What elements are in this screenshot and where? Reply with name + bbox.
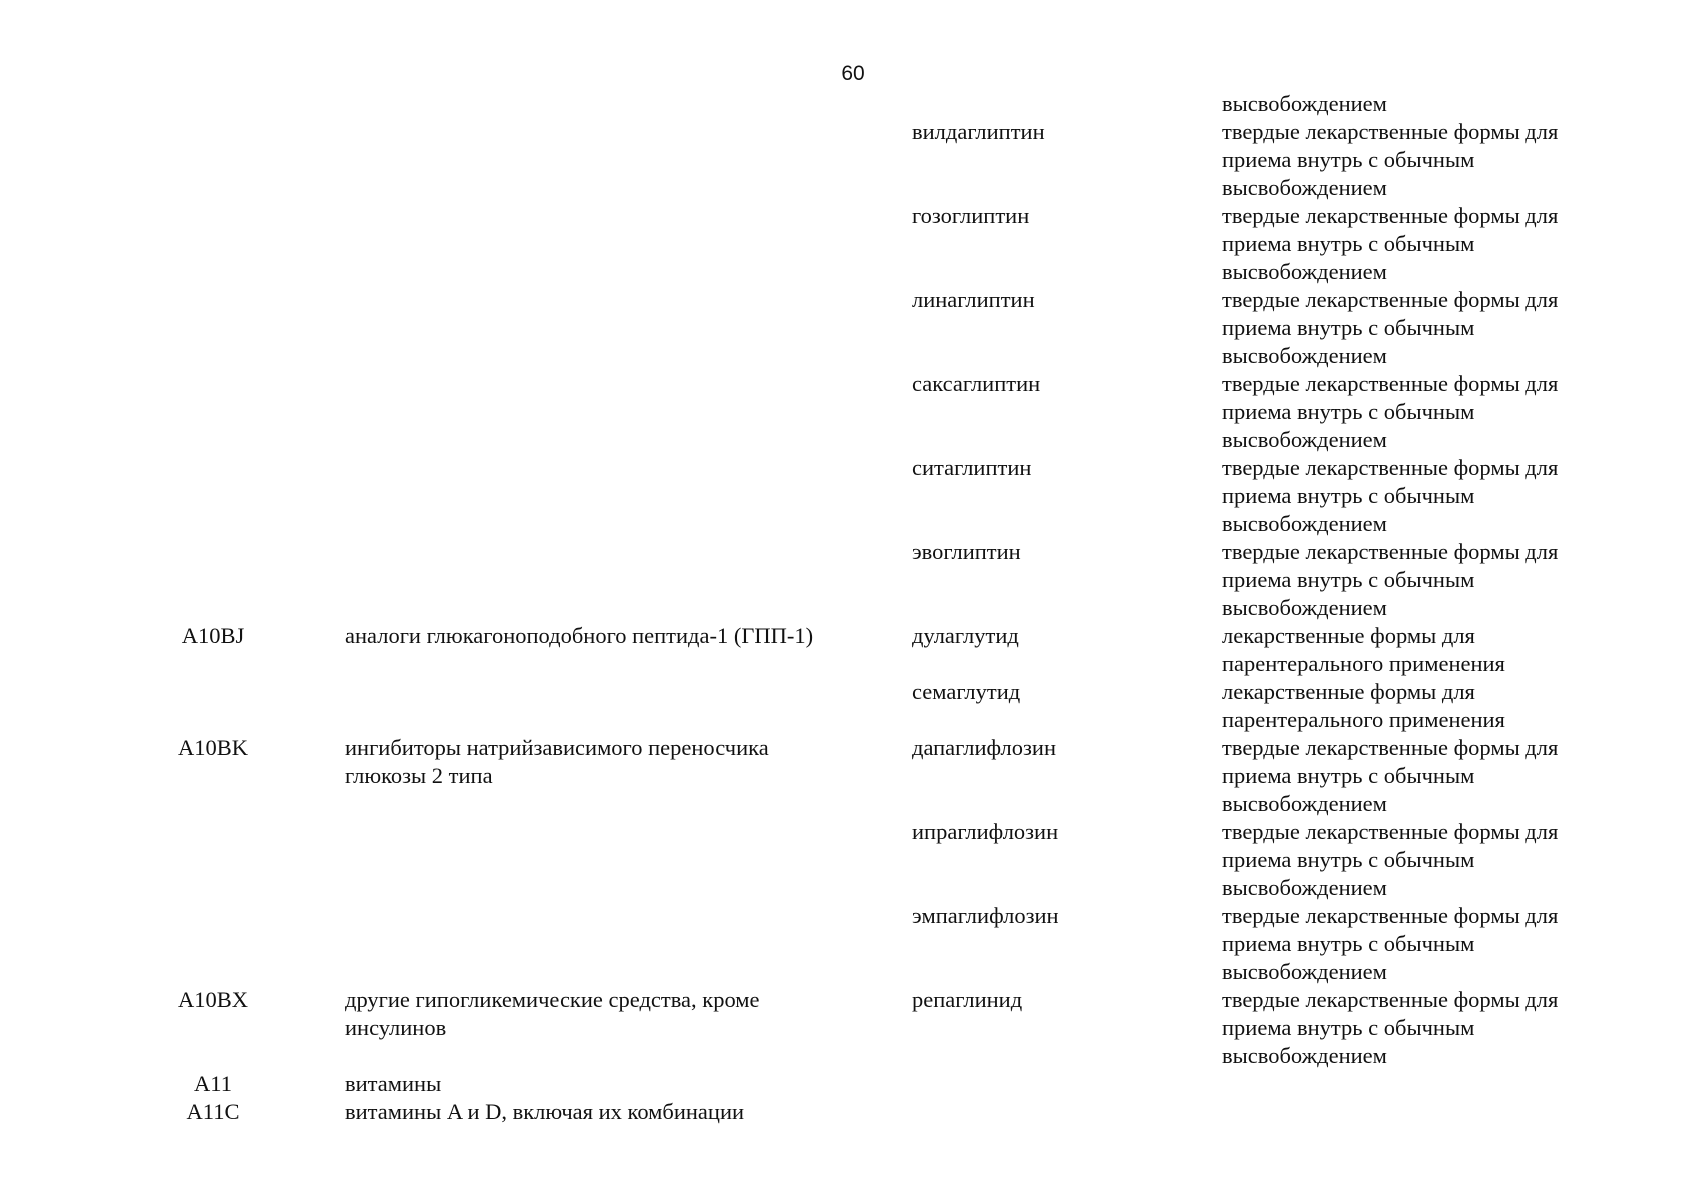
table-row [0, 818, 1696, 902]
drug-name: саксаглиптин [912, 371, 1041, 396]
atc-code: A10BJ [181, 623, 245, 648]
table-row [0, 902, 1696, 986]
group-name: аналоги глюкагоноподобного пептида-1 (ГПП-1) [345, 623, 814, 648]
table-row [0, 1070, 1696, 1098]
drug-name: эвоглиптин [912, 539, 1021, 564]
atc-code: A10BX [177, 987, 248, 1012]
drug-name: гозоглиптин [912, 203, 1030, 228]
table-row [0, 90, 1696, 118]
table-row [0, 1098, 1696, 1126]
group-name: ингибиторы натрийзависимого переносчика глюкозы 2 типа [345, 735, 769, 788]
atc-code: A11 [194, 1071, 232, 1096]
drug-name: семаглутид [912, 679, 1021, 704]
dosage-form: твердые лекарственные формы для приема внутрь с обычным высвобождением [1222, 371, 1559, 452]
dosage-form: высвобождением [1222, 91, 1387, 116]
table-row [0, 286, 1696, 370]
drug-name: дапаглифлозин [912, 735, 1056, 760]
table-row [0, 538, 1696, 622]
table-row [0, 454, 1696, 538]
table-row [0, 202, 1696, 286]
group-name: витамины A и D, включая их комбинации [345, 1099, 745, 1124]
drug-table [0, 90, 1696, 1126]
dosage-form: твердые лекарственные формы для приема внутрь с обычным высвобождением [1222, 539, 1559, 620]
drug-name: линаглиптин [912, 287, 1035, 312]
dosage-form: твердые лекарственные формы для приема внутрь с обычным высвобождением [1222, 903, 1559, 984]
drug-name: репаглинид [912, 987, 1023, 1012]
dosage-form: твердые лекарственные формы для приема внутрь с обычным высвобождением [1222, 735, 1559, 816]
dosage-form: твердые лекарственные формы для приема внутрь с обычным высвобождением [1222, 455, 1559, 536]
table-row [0, 118, 1696, 202]
drug-name: ипраглифлозин [912, 819, 1059, 844]
dosage-form: твердые лекарственные формы для приема внутрь с обычным высвобождением [1222, 287, 1559, 368]
group-name: другие гипогликемические средства, кроме инсулинов [345, 987, 760, 1040]
drug-name: вилдаглиптин [912, 119, 1045, 144]
atc-code: A10BK [177, 735, 248, 760]
drug-name: дулаглутид [912, 623, 1019, 648]
dosage-form: лекарственные формы для парентерального применения [1222, 679, 1505, 732]
drug-name: ситаглиптин [912, 455, 1032, 480]
dosage-form: лекарственные формы для парентерального применения [1222, 623, 1505, 676]
dosage-form: твердые лекарственные формы для приема внутрь с обычным высвобождением [1222, 119, 1559, 200]
dosage-form: твердые лекарственные формы для приема внутрь с обычным высвобождением [1222, 203, 1559, 284]
table-row [0, 986, 1696, 1070]
table-row [0, 734, 1696, 818]
table-row [0, 678, 1696, 734]
group-name: витамины [345, 1071, 442, 1096]
dosage-form: твердые лекарственные формы для приема внутрь с обычным высвобождением [1222, 987, 1559, 1068]
dosage-form: твердые лекарственные формы для приема внутрь с обычным высвобождением [1222, 819, 1559, 900]
table-row [0, 370, 1696, 454]
page-number [0, 60, 1696, 88]
atc-code: A11C [186, 1099, 240, 1124]
page-number-text: 60 [841, 62, 865, 85]
drug-name: эмпаглифлозин [912, 903, 1059, 928]
table-row [0, 622, 1696, 678]
